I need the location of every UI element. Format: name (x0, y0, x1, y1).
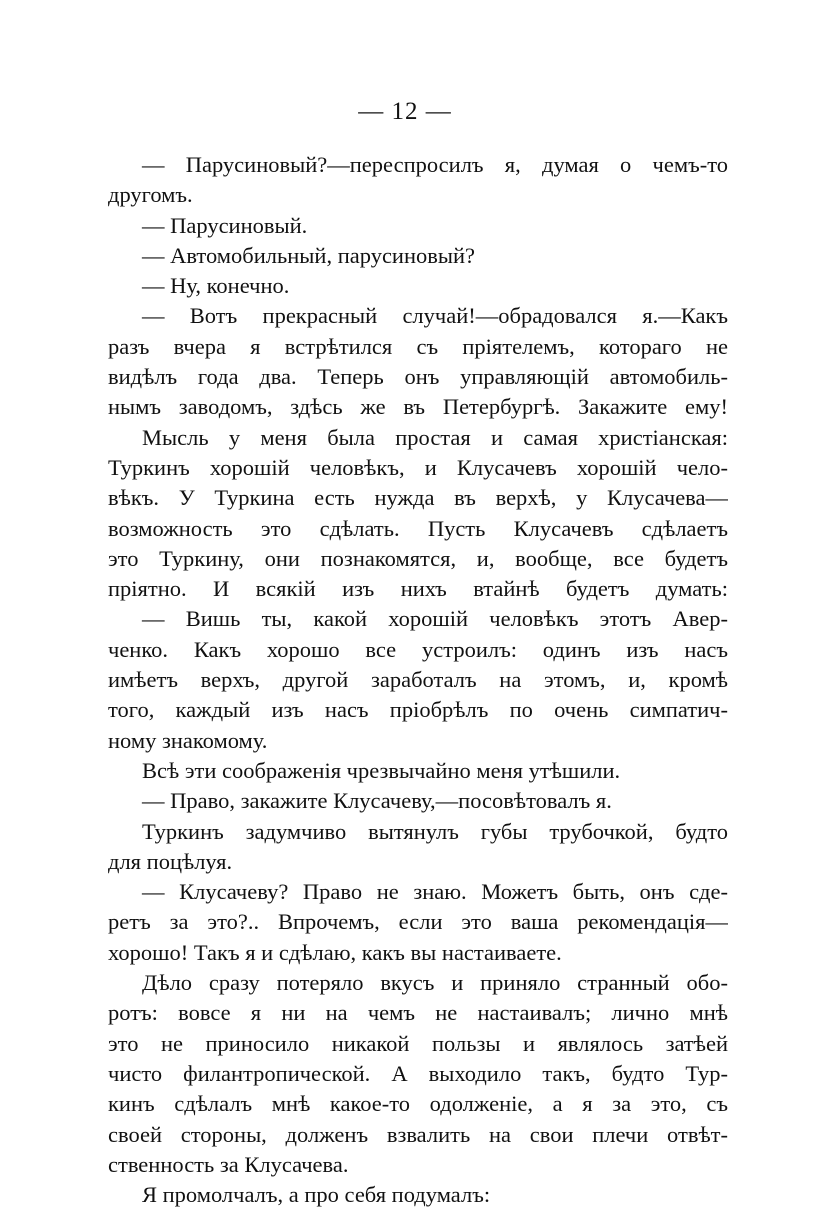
text-line: ственность за Клусачева. (108, 1151, 349, 1177)
text-line: — Автомобильный, парусиновый? (142, 242, 476, 268)
text-line: своей стороны, долженъ взвалить на свои плечи отвѣт- (108, 1121, 728, 1147)
text-line: ному знакомому. (108, 727, 268, 753)
body-text (108, 150, 728, 1210)
text-line: для поцѣлуя. (108, 848, 233, 874)
text-line: — Право, закажите Клусачеву,—посовѣтовалъ я. (142, 788, 612, 814)
text-line: того, каждый изъ насъ пріобрѣлъ по очень симпатич- (108, 697, 728, 723)
text-line: Туркинъ задумчиво вытянулъ губы трубочкой, будто (142, 818, 728, 844)
text-line: кинъ сдѣлалъ мнѣ какое-то одолженіе, а я за это, съ (108, 1091, 728, 1117)
text-line: — Ну, конечно. (142, 273, 290, 299)
text-line: это не приносило никакой пользы и являлось затѣей (108, 1030, 728, 1056)
text-line: другомъ. (108, 182, 193, 208)
text-line: — Клусачеву? Право не знаю. Можетъ быть, онъ сде- (142, 879, 728, 905)
text-line: возможность это сдѣлать. Пусть Клусачевъ сдѣлаетъ (108, 515, 728, 541)
text-line: Дѣло сразу потеряло вкусъ и приняло странный обо- (142, 970, 728, 996)
text-line: вѣкъ. У Туркина есть нужда въ верхѣ, у Клусачева— (108, 485, 728, 511)
text-line: чисто филантропической. А выходило такъ, будто Тур- (108, 1060, 728, 1086)
text-line: Всѣ эти соображенія чрезвычайно меня утѣшили. (142, 757, 621, 783)
text-line: разъ вчера я встрѣтился съ пріятелемъ, котораго не (108, 333, 728, 359)
text-line: Я промолчалъ, а про себя подумалъ: (142, 1182, 491, 1208)
text-line: это Туркину, они познакомятся, и, вообще, все будетъ (108, 545, 728, 571)
text-line: Мысль у меня была простая и самая христіанская: (142, 424, 728, 450)
text-line: ретъ за это?.. Впрочемъ, если это ваша рекомендація— (108, 909, 728, 935)
text-line: — Парусиновый?—переспросилъ я, думая о чемъ-то (142, 152, 728, 177)
text-line: хорошо! Такъ я и сдѣлаю, какъ вы настаиваете. (108, 939, 562, 965)
text-line: видѣлъ года два. Теперь онъ управляющій автомобиль- (108, 364, 728, 390)
text-line: Туркинъ хорошій человѣкъ, и Клусачевъ хорошій чело- (108, 454, 728, 480)
text-line: — Парусиновый. (142, 212, 308, 238)
page-number: — 12 — (358, 98, 452, 125)
text-line: ченко. Какъ хорошо все устроилъ: одинъ изъ насъ (108, 636, 728, 662)
text-line: пріятно. И всякій изъ нихъ втайнѣ будетъ думать: (108, 576, 728, 602)
text-line: — Вишь ты, какой хорошій человѣкъ этотъ Авер- (142, 606, 728, 632)
text-line: — Вотъ прекрасный случай!—обрадовался я.—Какъ (142, 303, 728, 329)
text-line: ротъ: вовсе я ни на чемъ не настаивалъ; лично мнѣ (108, 1000, 728, 1026)
text-line: имѣетъ верхъ, другой заработалъ на этомъ, и, кромѣ (108, 667, 728, 693)
text-line: нымъ заводомъ, здѣсь же въ Петербургѣ. Закажите ему! (108, 394, 728, 420)
